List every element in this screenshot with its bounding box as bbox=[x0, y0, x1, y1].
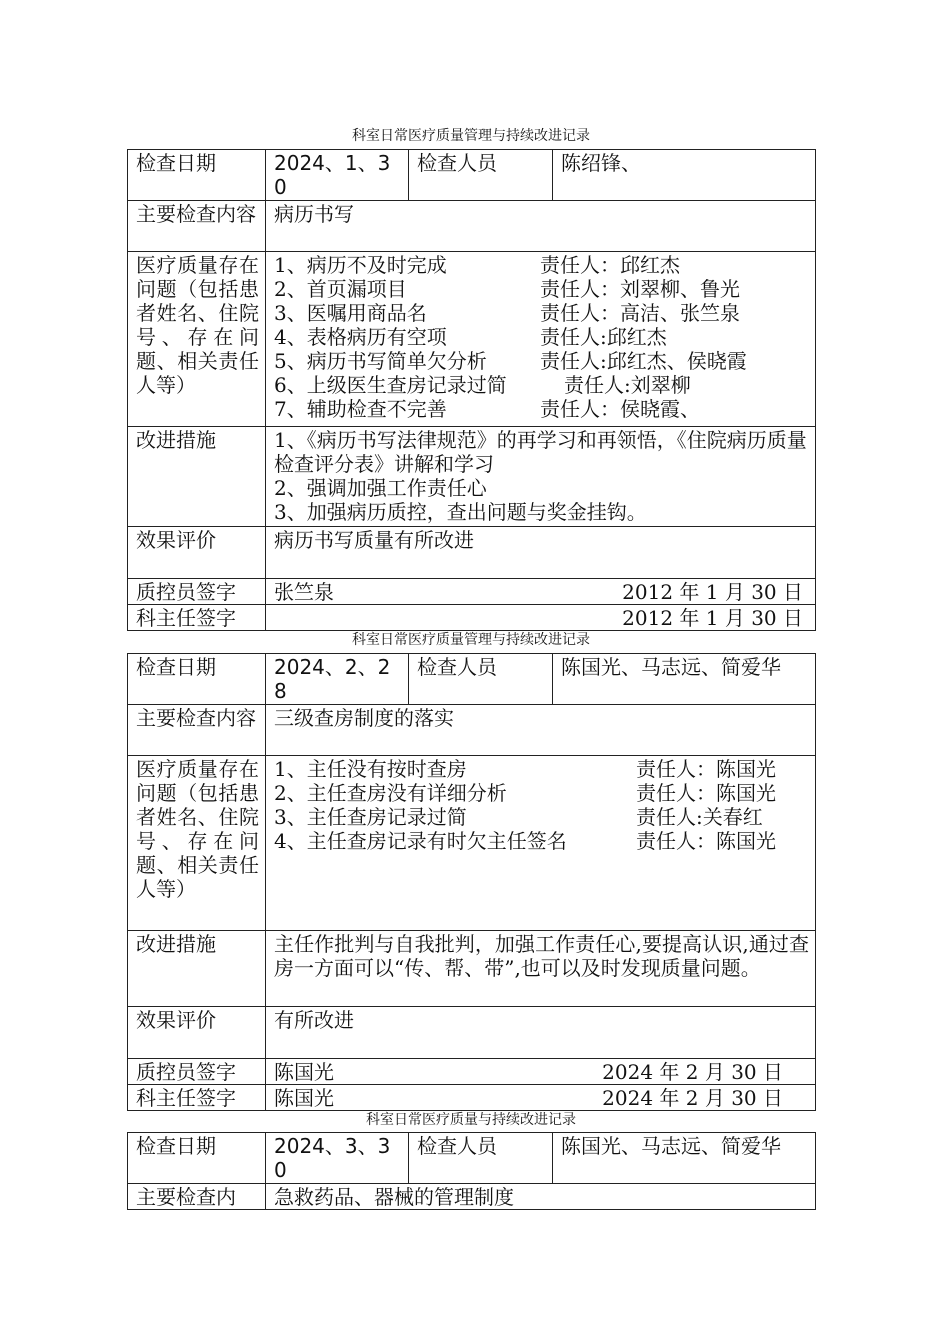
qc-signer-name: 张竺泉 bbox=[274, 580, 334, 604]
content-value: 病历书写 bbox=[266, 201, 816, 252]
record-1-table bbox=[127, 149, 816, 631]
issue-responsible: 责任人：陈国光 bbox=[636, 781, 776, 805]
issue-row bbox=[274, 349, 809, 373]
record-2-table bbox=[127, 653, 816, 1111]
measure-item: 主任作批判与自我批判，加强工作责任心,要提高认识,通过查房一方面可以“传、帮、带”,也可以及时发现质量问题。 bbox=[274, 932, 809, 980]
issues-label: 医疗质量存在问题（包括患者姓名、住院号、存在问题、相关责任人等） bbox=[128, 756, 266, 931]
content-label: 主要检查内容 bbox=[128, 705, 266, 756]
measure-item: 3、加强病历质控，查出问题与奖金挂钩。 bbox=[274, 500, 647, 524]
record-3-table bbox=[127, 1132, 816, 1210]
content-value: 急救药品、器械的管理制度 bbox=[266, 1184, 816, 1210]
issue-text: 1、病历不及时完成 bbox=[274, 253, 447, 277]
issue-text: 3、医嘱用商品名 bbox=[274, 301, 427, 325]
issue-text: 2、首页漏项目 bbox=[274, 277, 407, 301]
issue-responsible: 责任人：陈国光 bbox=[636, 757, 776, 781]
director-sign-label: 科主任签字 bbox=[128, 1085, 266, 1111]
issue-responsible: 责任人:刘翠柳 bbox=[564, 373, 691, 397]
content-label: 主要检查内 bbox=[128, 1184, 266, 1210]
director-sign-cell bbox=[266, 1085, 816, 1111]
issue-text: 1、主任没有按时查房 bbox=[274, 757, 467, 781]
measures-label: 改进措施 bbox=[128, 931, 266, 1007]
date-label: 检查日期 bbox=[128, 1133, 266, 1184]
qc-sign-label: 质控员签字 bbox=[128, 1059, 266, 1085]
content-label: 主要检查内容 bbox=[128, 201, 266, 252]
director-name: 陈国光 bbox=[274, 1086, 334, 1110]
issues-list bbox=[266, 252, 816, 427]
issue-responsible: 责任人：陈国光 bbox=[636, 829, 776, 853]
issue-responsible: 责任人:邱红杰、侯晓霞 bbox=[540, 349, 747, 373]
issue-text: 7、辅助检查不完善 bbox=[274, 397, 447, 421]
evaluation-label: 效果评价 bbox=[128, 527, 266, 579]
inspectors-label: 检查人员 bbox=[409, 150, 553, 201]
date-label: 检查日期 bbox=[128, 654, 266, 705]
qc-sign-date: 2012 年 1 月 30 日 bbox=[622, 580, 803, 604]
measures-text bbox=[266, 931, 816, 1007]
check-date-value: 2024、1、30 bbox=[266, 150, 409, 201]
director-sign-date: 2024 年 2 月 30 日 bbox=[602, 1086, 783, 1110]
issue-row bbox=[274, 301, 809, 325]
qc-sign-label: 质控员签字 bbox=[128, 579, 266, 605]
issue-responsible: 责任人:关春红 bbox=[636, 805, 763, 829]
issue-row bbox=[274, 757, 809, 781]
issue-text: 3、主任查房记录过简 bbox=[274, 805, 467, 829]
issues-label: 医疗质量存在问题（包括患者姓名、住院号、存在问题、相关责任人等） bbox=[128, 252, 266, 427]
director-sign-cell bbox=[266, 605, 816, 631]
measure-item: 2、强调加强工作责任心 bbox=[274, 476, 487, 500]
issue-row bbox=[274, 781, 809, 805]
issue-row bbox=[274, 805, 809, 829]
issue-row bbox=[274, 277, 809, 301]
inspectors-label: 检查人员 bbox=[409, 654, 553, 705]
issue-text: 4、主任查房记录有时欠主任签名 bbox=[274, 829, 567, 853]
issue-row bbox=[274, 325, 809, 349]
issue-responsible: 责任人：邱红杰 bbox=[540, 253, 680, 277]
issue-responsible: 责任人:邱红杰 bbox=[540, 325, 667, 349]
measures-label: 改进措施 bbox=[128, 427, 266, 527]
director-sign-label: 科主任签字 bbox=[128, 605, 266, 631]
issue-row bbox=[274, 397, 809, 421]
issue-responsible: 责任人：高洁、张竺泉 bbox=[540, 301, 740, 325]
measures-text bbox=[266, 427, 816, 527]
inspectors-label: 检查人员 bbox=[409, 1133, 553, 1184]
evaluation-value: 病历书写质量有所改进 bbox=[266, 527, 816, 579]
issue-text: 2、主任查房没有详细分析 bbox=[274, 781, 507, 805]
issue-text: 5、病历书写简单欠分析 bbox=[274, 349, 487, 373]
qc-sign-cell bbox=[266, 1059, 816, 1085]
qc-signer-name: 陈国光 bbox=[274, 1060, 334, 1084]
director-sign-date: 2012 年 1 月 30 日 bbox=[622, 606, 803, 630]
qc-sign-cell bbox=[266, 579, 816, 605]
issue-row bbox=[274, 829, 809, 853]
inspectors-value: 陈国光、马志远、简爱华 bbox=[553, 1133, 816, 1184]
date-label: 检查日期 bbox=[128, 150, 266, 201]
issues-list bbox=[266, 756, 816, 931]
issue-text: 6、上级医生查房记录过简 bbox=[274, 373, 507, 397]
issue-responsible: 责任人：刘翠柳、鲁光 bbox=[540, 277, 740, 301]
issue-row bbox=[274, 373, 809, 397]
check-date-value: 2024、2、28 bbox=[266, 654, 409, 705]
content-value: 三级查房制度的落实 bbox=[266, 705, 816, 756]
evaluation-label: 效果评价 bbox=[128, 1007, 266, 1059]
check-date-value: 2024、3、30 bbox=[266, 1133, 409, 1184]
evaluation-value: 有所改进 bbox=[266, 1007, 816, 1059]
inspectors-value: 陈绍锋、 bbox=[553, 150, 816, 201]
issue-responsible: 责任人：侯晓霞、 bbox=[540, 397, 700, 421]
issue-row bbox=[274, 253, 809, 277]
inspectors-value: 陈国光、马志远、简爱华 bbox=[553, 654, 816, 705]
issue-text: 4、表格病历有空项 bbox=[274, 325, 447, 349]
record-2-title: 科室日常医疗质量管理与持续改进记录 bbox=[352, 632, 590, 648]
measure-item: 1、《病历书写法律规范》的再学习和再领悟，《住院病历质量检查评分表》讲解和学习 bbox=[274, 428, 807, 476]
record-3-title: 科室日常医疗质量与持续改进记录 bbox=[366, 1112, 576, 1128]
record-1-title: 科室日常医疗质量管理与持续改进记录 bbox=[352, 128, 590, 144]
qc-sign-date: 2024 年 2 月 30 日 bbox=[602, 1060, 783, 1084]
